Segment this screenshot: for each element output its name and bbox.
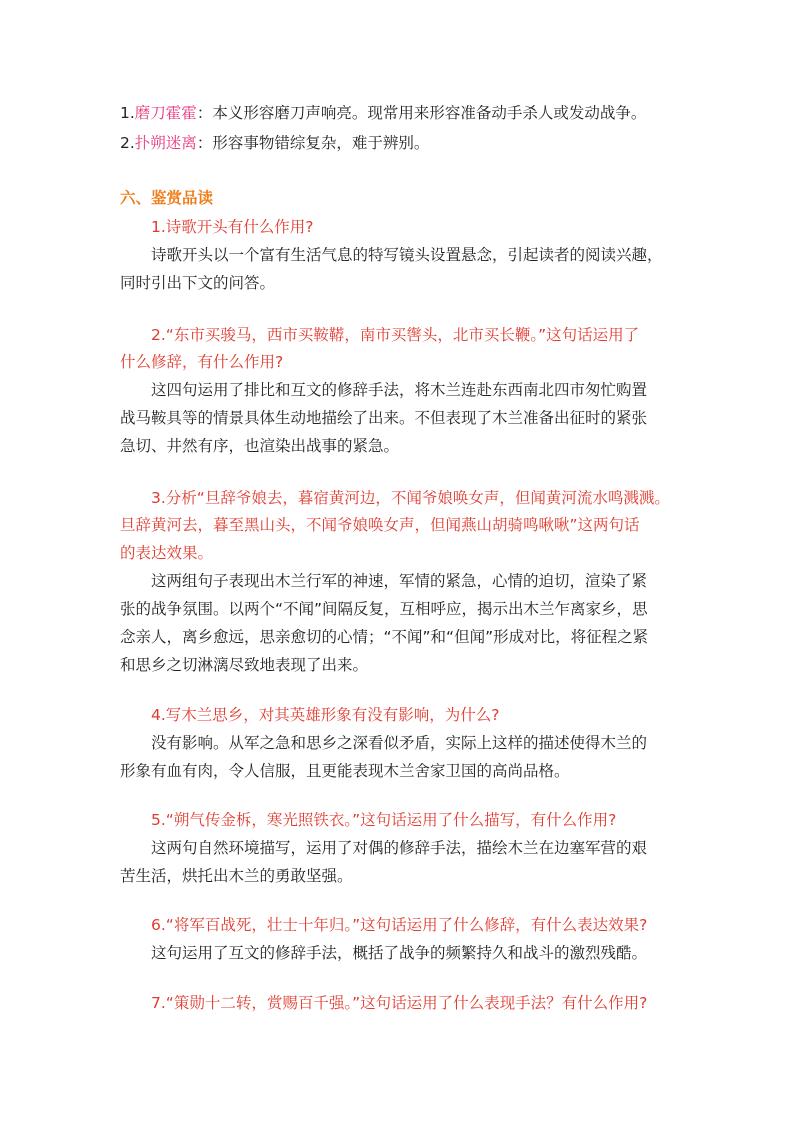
answer-line: 形象有血有肉，令人信服，且更能表现木兰舍家卫国的高尚品格。 <box>120 762 570 780</box>
vocab-definition: 本义形容磨刀声响亮。现常用来形容准备动手杀人或发动战争。 <box>212 104 647 122</box>
answer-line: 急切、井然有序，也渲染出战事的紧急。 <box>120 437 400 455</box>
question-line: 6.“将军百战死，壮士十年归。”这句话运用了什么修辞，有什么表达效果? <box>151 916 648 934</box>
answer-line: 诗歌开头以一个富有生活气息的特写镜头设置悬念，引起读者的阅读兴趣， <box>151 246 663 264</box>
vocab-item <box>120 101 646 125</box>
vocab-item <box>120 131 429 155</box>
answer-line: 这四句运用了排比和互文的修辞手法，将木兰连赴东西南北四市匆忙购置 <box>151 381 648 399</box>
answer-line: 这句运用了互文的修辞手法，概括了战争的频繁持久和战斗的激烈残酷。 <box>151 944 648 962</box>
answer-line: 没有影响。从军之急和思乡之深看似矛盾，实际上这样的描述使得木兰的 <box>151 734 648 752</box>
answer-line: 和思乡之切淋漓尽致地表现了出来。 <box>120 656 369 674</box>
answer-line: 这两组句子表现出木兰行军的神速，军情的紧急，心情的迫切，渲染了紧 <box>151 572 648 590</box>
question-line: 5.“朔气传金柝，寒光照铁衣。”这句话运用了什么描写，有什么作用? <box>151 811 617 829</box>
question-line: 1.诗歌开头有什么作用? <box>151 218 314 236</box>
vocab-number: 2. <box>120 134 135 152</box>
vocab-separator: ： <box>196 134 213 152</box>
vocab-number: 1. <box>120 104 135 122</box>
vocab-term: 扑朔迷离 <box>134 134 197 152</box>
question-line: 4.写木兰思乡，对其英雄形象有没有影响，为什么? <box>151 706 500 724</box>
vocab-separator: ： <box>196 104 213 122</box>
answer-line: 念亲人，离乡愈远，思亲愈切的心情；“不闻”和“但闻”形成对比，将征程之紧 <box>120 628 649 646</box>
section-heading: 六、鉴赏品读 <box>120 189 214 207</box>
vocab-term: 磨刀霍霍 <box>134 104 197 122</box>
answer-line: 同时引出下文的问答。 <box>120 274 276 292</box>
answer-line: 这两句自然环境描写，运用了对偶的修辞手法，描绘木兰在边塞军营的艰 <box>151 839 648 857</box>
answer-line: 战马鞍具等的情景具体生动地描绘了出来。不但表现了木兰准备出征时的紧张 <box>120 409 648 427</box>
answer-line: 苦生活，烘托出木兰的勇敢坚强。 <box>120 867 353 885</box>
question-line: 的表达效果。 <box>120 544 214 562</box>
question-line: 什么修辞，有什么作用? <box>120 353 284 371</box>
answer-line: 张的战争氛围。以两个“不闻”间隔反复，互相呼应，揭示出木兰乍离家乡，思 <box>120 600 648 618</box>
question-line: 2.“东市买骏马，西市买鞍鞯，南市买辔头，北市买长鞭。”这句话运用了 <box>151 326 640 344</box>
question-line: 旦辞黄河去，暮至黑山头，不闻爷娘唤女声，但闻燕山胡骑鸣啾啾”这两句话 <box>120 516 640 534</box>
question-line: 3.分析“旦辞爷娘去，暮宿黄河边，不闻爷娘唤女声，但闻黄河流水鸣溅溅。 <box>151 489 670 507</box>
question-line: 7.“策勋十二转，赏赐百千强。”这句话运用了什么表现手法？有什么作用? <box>151 994 648 1012</box>
vocab-definition: 形容事物错综复杂，难于辨别。 <box>212 134 430 152</box>
